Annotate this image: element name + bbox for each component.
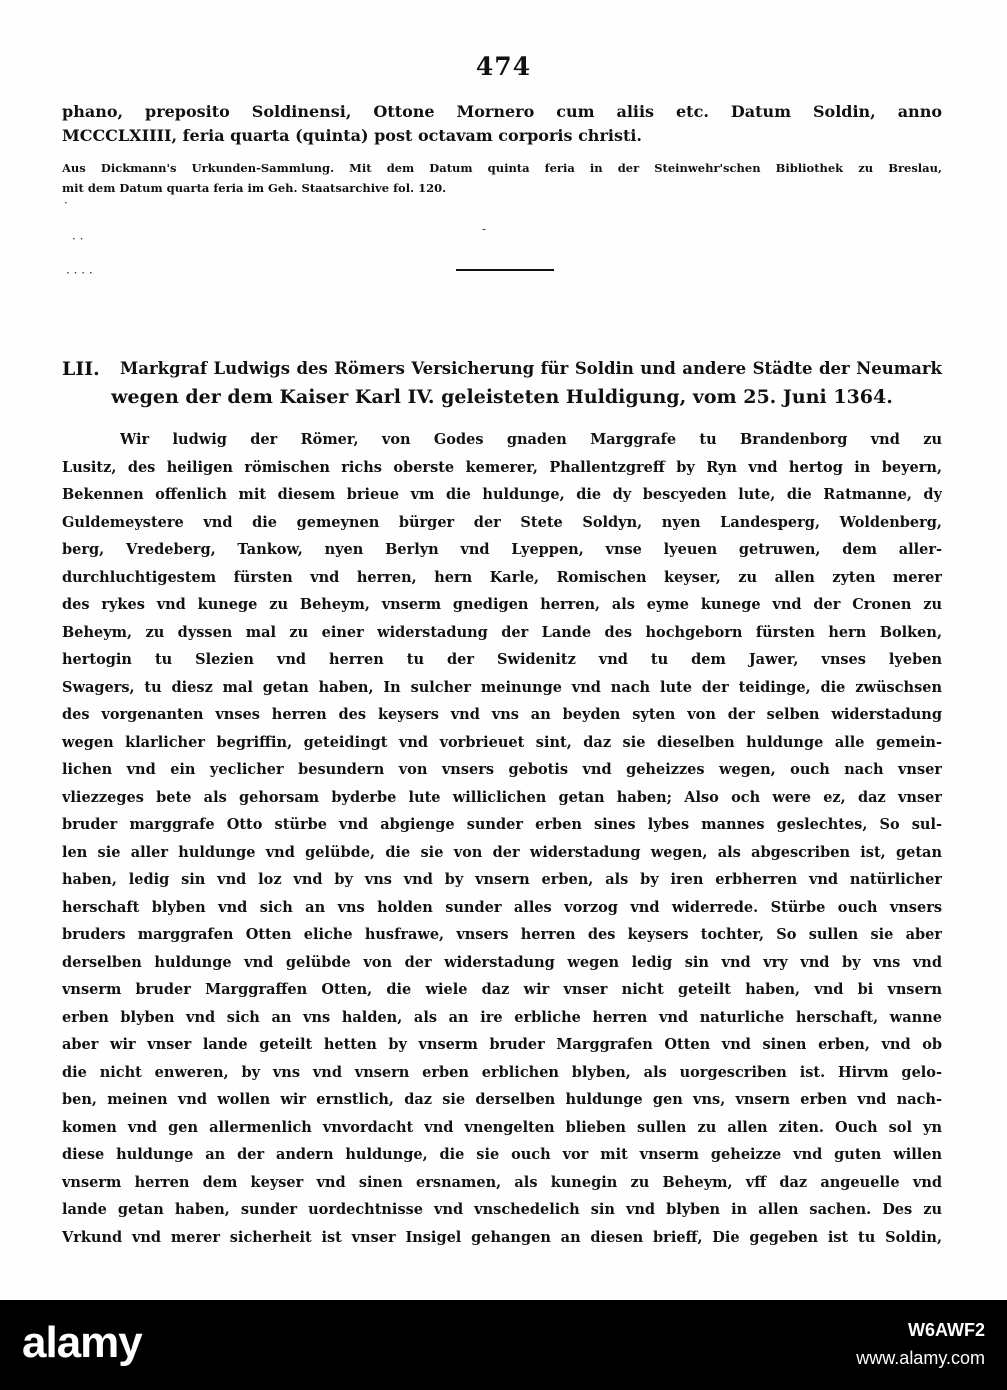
body-line: ben, meinen vnd wollen wir ernstlich, daz sie derselben huldunge gen vns, vnsern erben vnd nach- <box>62 1091 942 1108</box>
body-line: durchluchtigestem fürsten vnd herren, hern Karle, Romischen keyser, zu allen zyten merer <box>62 568 942 586</box>
body-line: diese huldunge an der andern huldunge, die sie ouch vor mit vnserm geheizze vnd guten willen <box>62 1146 942 1163</box>
image-id: W6AWF2 <box>907 1320 985 1340</box>
body-line: vnserm bruder Marggraffen Otten, die wiele daz wir vnser nicht geteilt haben, vnd bi vnsern <box>62 981 942 998</box>
body-line: herschaft blyben vnd sich an vns holden sunder alles vorzog vnd widerrede. Stürbe ouch vnsers <box>62 898 942 916</box>
source-note-line: mit dem Datum quarta feria im Geh. Staatsarchive fol. 120. <box>62 181 447 195</box>
page-number: 474 <box>475 52 532 81</box>
continuation-line: phano, preposito Soldinensi, Ottone Mornero cum aliis etc. Datum Soldin, anno <box>62 102 942 121</box>
source-note-line: Aus Dickmann's Urkunden-Sammlung. Mit dem Datum quinta feria in der Steinwehr'schen Bibliothek zu Breslau, <box>62 161 942 175</box>
body-line: bruders marggrafen Otten eliche husfrawe, vnsers herren des keysers tochter, So sullen sie aber <box>62 926 942 943</box>
body-line: derselben huldunge vnd gelübde von der widerstadung wegen ledig sin vnd vry vnd by vns vnd <box>62 953 942 971</box>
body-line: Guldemeystere vnd die gemeynen bürger der Stete Soldyn, nyen Landesperg, Woldenberg, <box>62 513 942 531</box>
document-title-line-1: Markgraf Ludwigs des Römers Versicherung für Soldin und andere Städte der Neumark <box>120 359 942 378</box>
body-line: Bekennen offenlich mit diesem brieue vm die huldunge, die dy bescyeden lute, die Ratmanne, dy <box>62 486 942 503</box>
body-line: lichen vnd ein yeclicher besundern von vnsers gebotis vnd geheizzes wegen, ouch nach vnser <box>62 761 942 778</box>
document-numeral: LII. <box>62 358 100 380</box>
body-line: vliezzeges bete als gehorsam byderbe lute williclichen getan haben; Also och were ez, daz vnser <box>62 788 942 806</box>
body-line: haben, ledig sin vnd loz vnd by vns vnd by vnsern erben, als by iren erbherren vnd natürlicher <box>62 871 942 888</box>
body-line: hertogin tu Slezien vnd herren tu der Swidenitz vnd tu dem Jawer, vnses lyeben <box>62 651 942 668</box>
body-line: len sie aller huldunge vnd gelübde, die sie von der widerstadung wegen, als abgescriben ist, getan <box>62 843 942 861</box>
section-divider <box>456 269 554 271</box>
body-line: des rykes vnd kunege zu Beheym, vnserm gnedigen herren, als eyme kunege vnd der Cronen zu <box>62 596 942 613</box>
body-line: berg, Vredeberg, Tankow, nyen Berlyn vnd Lyeppen, vnse lyeuen getruwen, dem aller- <box>62 541 942 558</box>
body-line: vnserm herren dem keyser vnd sinen ersnamen, als kunegin zu Beheym, vff daz angeuelle vnd <box>62 1173 942 1191</box>
source-note <box>62 158 942 198</box>
body-line: lande getan haben, sunder uordechtnisse vnd vnschedelich sin vnd blyben in allen sachen. Des zu <box>62 1201 942 1218</box>
speck: · <box>64 196 68 210</box>
body-line: erben blyben vnd sich an vns halden, als an ire erbliche herren vnd naturliche herschaft, wanne <box>62 1008 942 1026</box>
body-line: Lusitz, des heiligen römischen richs oberste kemerer, Phallentzgreff by Ryn vnd hertog in beyern, <box>62 458 942 476</box>
speck: · · <box>72 232 84 246</box>
watermark-bar <box>0 1300 1007 1390</box>
continuation-text <box>62 100 942 148</box>
body-line: die nicht enweren, by vns vnd vnsern erben erblichen blyben, als uorgescriben ist. Hirvm gelo- <box>62 1063 942 1081</box>
body-line: Beheym, zu dyssen mal zu einer widerstadung der Lande des hochgeborn fürsten hern Bolken, <box>62 623 942 641</box>
document-title-line-2: wegen der dem Kaiser Karl IV. geleisteten Huldigung, vom 25. Juni 1364. <box>111 386 893 408</box>
speck: · · · · <box>66 266 93 280</box>
body-line: Swagers, tu diesz mal getan haben, In sulcher meinunge vnd nach lute der teidinge, die zwüschsen <box>62 678 942 696</box>
body-line: aber wir vnser lande geteilt hetten by vnserm bruder Marggrafen Otten vnd sinen erben, vnd ob <box>62 1036 942 1053</box>
body-line: Wir ludwig der Römer, von Godes gnaden Marggrafe tu Brandenborg vnd zu <box>120 431 942 448</box>
body-line: Vrkund vnd merer sicherheit ist vnser Insigel gehangen an diesen brieff, Die gegeben ist tu Soldin, <box>62 1228 942 1246</box>
body-line: bruder marggrafe Otto stürbe vnd abgienge sunder erben sines lybes mannes geslechtes, So sul- <box>62 816 942 833</box>
body-line: wegen klarlicher begriffin, geteidingt vnd vorbrieuet sint, daz sie dieselben huldunge alle gemein- <box>62 733 942 751</box>
document-body <box>62 426 942 1251</box>
speck: - <box>482 222 487 236</box>
site-url: www.alamy.com <box>856 1348 985 1368</box>
continuation-line: MCCCLXIIII, feria quarta (quinta) post octavam corporis christi. <box>62 126 642 145</box>
body-line: des vorgenanten vnses herren des keysers vnd vns an beyden syten von der selben widerstadung <box>62 706 942 723</box>
alamy-logo: alamy <box>22 1318 142 1367</box>
body-line: komen vnd gen allermenlich vnvordacht vnd vnengelten blieben sullen zu allen ziten. Ouch sol yn <box>62 1118 942 1136</box>
